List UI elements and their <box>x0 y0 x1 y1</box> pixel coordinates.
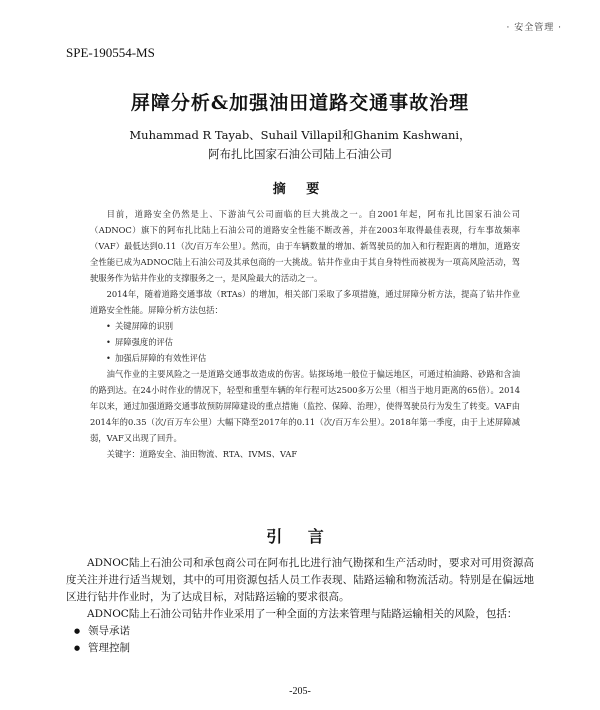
author-block <box>0 126 600 164</box>
paper-code: SPE-190554-MS <box>66 45 155 60</box>
list-item: ● 领导承诺 <box>66 623 534 640</box>
page-number: -205- <box>289 686 311 697</box>
abstract-body <box>90 206 520 462</box>
intro-paragraph-2: ADNOC陆上石油公司钻井作业采用了一种全面的方法来管理与陆路运输相关的风险，包括： <box>87 608 518 620</box>
author-names: Muhammad R Tayab、Suhail Villapil和Ghanim Kashwani， <box>129 128 471 142</box>
intro-body <box>66 555 534 657</box>
author-affiliation: 阿布扎比国家石油公司陆上石油公司 <box>208 147 392 161</box>
intro-bullet-list <box>66 623 534 657</box>
intro-paragraph-1: ADNOC陆上石油公司和承包商公司在阿布扎比进行油气勘探和生产活动时，要求对可用资源高度关注并进行适当规划，其中的可用资源包括人员工作表现、陆路运输和物流活动。特别是在偏远地区进行钻井作业时，为了达成目标，对陆路运输的要求很高。 <box>66 557 534 603</box>
abstract-paragraph-3: 油气作业的主要风险之一是道路交通事故造成的伤害。钻探场地一般位于偏远地区，可通过柏油路、砂路和含油的路到达。在24小时作业的情况下，轻型和重型车辆的年行程可达2500多万公里（相当于地月距离的65倍）。2014年以来，通过加强道路交通事故预防屏障建设的重点措施（监控、保障、治理），使得驾驶员行为发生了转变。VAF由2014年的0.35（次/百万车公里）大幅下降至2017年的0.11（次/百万车公里）。2018年第一季度，由于上述屏障减弱，VAF又出现了回升。 <box>90 369 520 443</box>
list-item: • 屏障强度的评估 <box>90 334 520 350</box>
abstract-heading: 摘 要 <box>272 182 328 197</box>
list-item: • 加强后屏障的有效性评估 <box>90 350 520 366</box>
page-title: 屏障分析&加强油田道路交通事故治理 <box>130 92 470 114</box>
list-item: • 关键屏障的识别 <box>90 318 520 334</box>
keywords: 关键字：道路安全、油田物流、RTA、IVMS、VAF <box>106 449 298 459</box>
running-header: · 安全管理 · <box>506 23 562 33</box>
abstract-paragraph-2: 2014年，随着道路交通事故（RTAs）的增加，相关部门采取了多项措施，通过屏障分析方法，提高了钻井作业道路安全性能。屏障分析方法包括： <box>90 289 520 315</box>
abstract-bullet-list <box>90 318 520 366</box>
abstract-paragraph-1: 目前，道路安全仍然是上、下游油气公司面临的巨大挑战之一。自2001年起，阿布扎比国家石油公司（ADNOC）旗下的阿布扎比陆上石油公司的道路安全性能不断改善，并在2003年取得最佳表现，行车事故频率（VAF）最低达到0.11（次/百万车公里）。然而，由于车辆数量的增加、新驾驶员的加入和行程距离的增加，道路安全性能已成为ADNOC陆上石油公司及其承包商的一大挑战。钻井作业由于其自身特性而被视为一项高风险活动，驾驶服务作为钻井作业的支撑服务之一，是风险最大的活动之一。 <box>90 209 520 283</box>
intro-heading: 引 言 <box>266 527 334 546</box>
list-item: ● 管理控制 <box>66 640 534 657</box>
